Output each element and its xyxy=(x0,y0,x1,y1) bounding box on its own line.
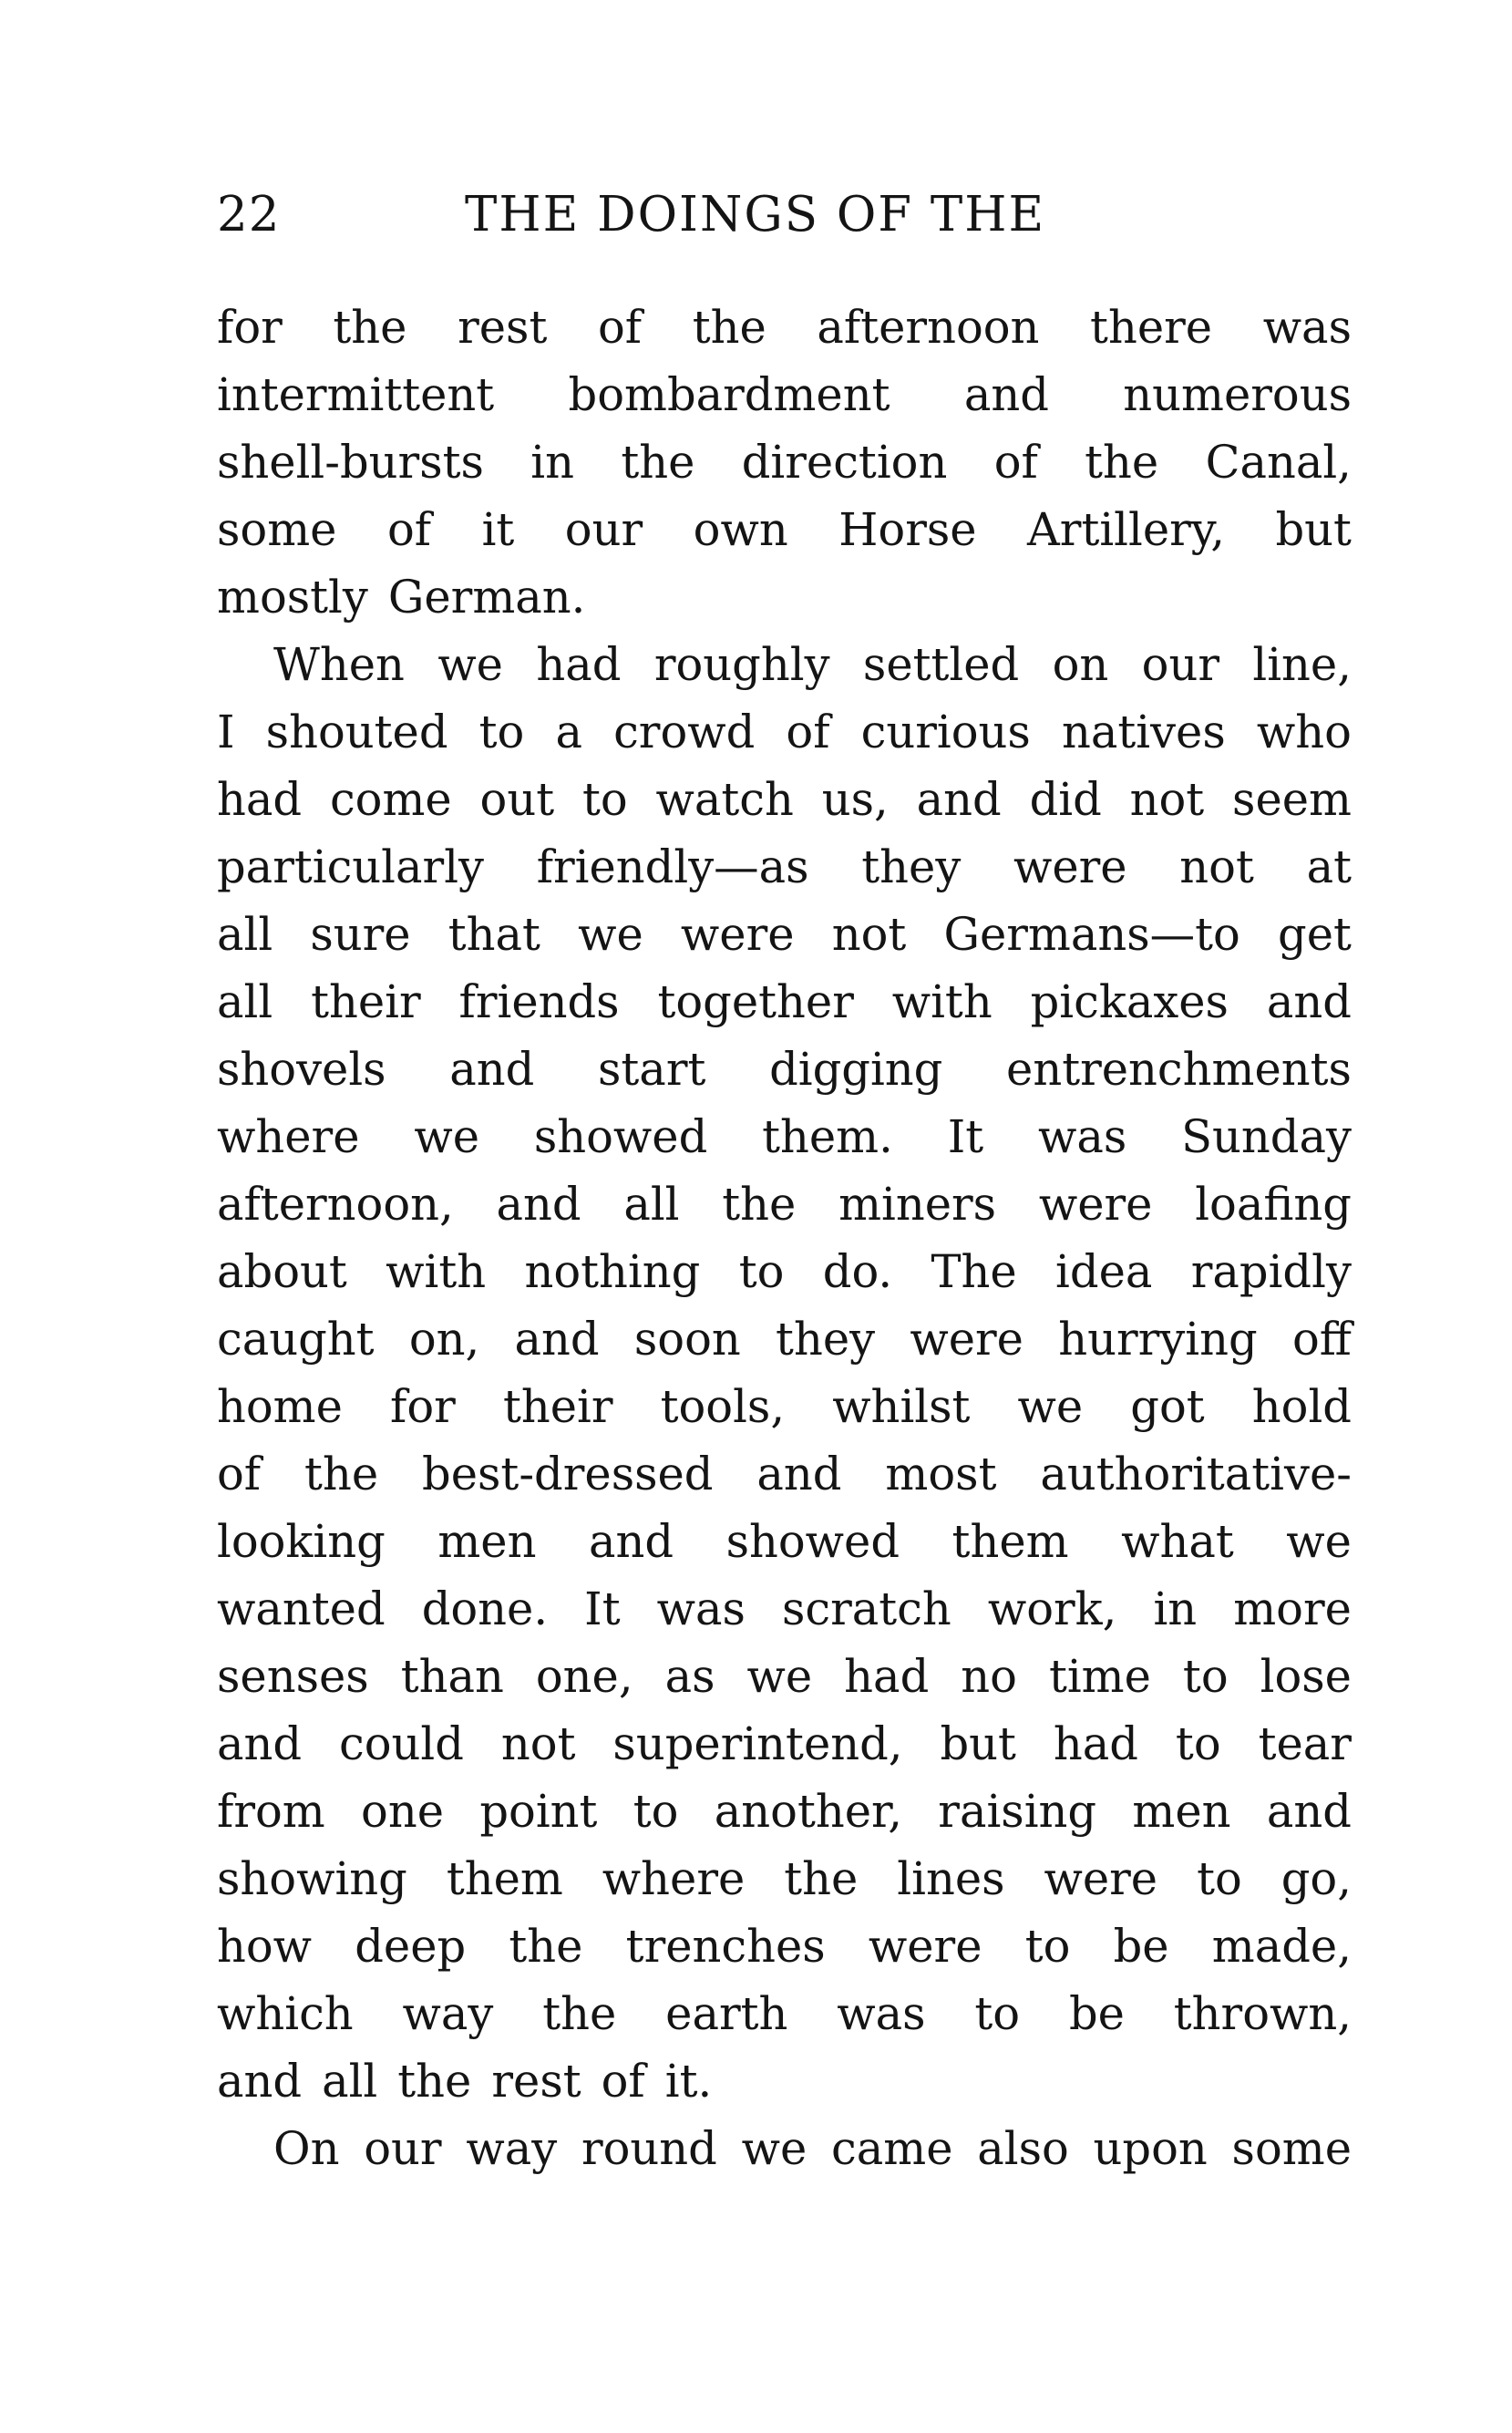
text-line: looking men and showed them what we xyxy=(217,1515,1352,1568)
text-line: all sure that we were not Germans—to get xyxy=(217,908,1352,961)
text-line: of the best-dressed and most authoritative- xyxy=(217,1448,1352,1500)
text-line: shovels and start digging entrenchments xyxy=(217,1043,1352,1096)
running-head xyxy=(217,187,1352,251)
text-line: home for their tools, whilst we got hold xyxy=(217,1380,1352,1433)
running-title: THE DOINGS OF THE xyxy=(465,187,1046,242)
paragraph xyxy=(217,294,1352,631)
paragraph xyxy=(217,2115,1352,2182)
text-line: showing them where the lines were to go, xyxy=(217,1852,1352,1905)
text-line: When we had roughly settled on our line, xyxy=(273,638,1352,691)
text-line: mostly German. xyxy=(217,571,586,624)
text-line: wanted done. It was scratch work, in more xyxy=(217,1582,1352,1635)
paragraph xyxy=(217,631,1352,2115)
text-line: all their friends together with pickaxes and xyxy=(217,975,1352,1028)
text-line: I shouted to a crowd of curious natives who xyxy=(217,706,1352,758)
text-line: shell-bursts in the direction of the Canal, xyxy=(217,436,1352,489)
text-line: and could not superintend, but had to tear xyxy=(217,1717,1352,1770)
text-line: about with nothing to do. The idea rapidly xyxy=(217,1245,1352,1298)
page-number: 22 xyxy=(217,187,281,242)
text-line: On our way round we came also upon some xyxy=(273,2122,1352,2175)
text-line: particularly friendly—as they were not at xyxy=(217,840,1352,893)
text-line: how deep the trenches were to be made, xyxy=(217,1920,1352,1973)
text-line: some of it our own Horse Artillery, but xyxy=(217,503,1352,556)
text-line: from one point to another, raising men and xyxy=(217,1785,1352,1838)
text-line: senses than one, as we had no time to lose xyxy=(217,1650,1352,1703)
text-line: and all the rest of it. xyxy=(217,2055,713,2108)
body-text xyxy=(217,294,1352,2182)
text-line: had come out to watch us, and did not seem xyxy=(217,773,1352,826)
text-line: afternoon, and all the miners were loafing xyxy=(217,1178,1352,1231)
text-line: which way the earth was to be thrown, xyxy=(217,1987,1352,2040)
text-line: intermittent bombardment and numerous xyxy=(217,368,1352,421)
text-line: caught on, and soon they were hurrying off xyxy=(217,1313,1352,1366)
text-line: for the rest of the afternoon there was xyxy=(217,301,1352,354)
text-line: where we showed them. It was Sunday xyxy=(217,1110,1352,1163)
